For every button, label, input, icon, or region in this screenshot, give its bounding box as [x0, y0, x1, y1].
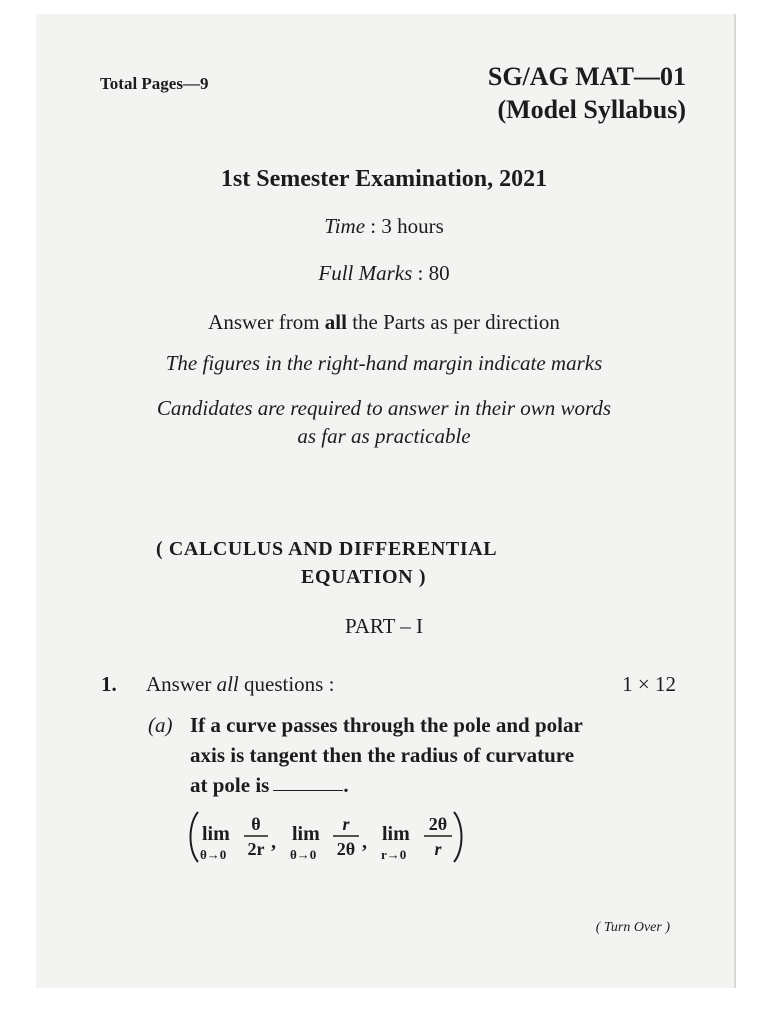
option1-num: θ: [251, 814, 261, 834]
subquestion-label-text: (a): [148, 713, 173, 737]
candidates-note-line2: as far as practicable: [297, 424, 471, 448]
left-paren: [191, 812, 199, 862]
option3-den: r: [434, 839, 442, 859]
option-comma-2: ,: [362, 831, 367, 853]
question-marks: 1 × 12: [622, 672, 676, 696]
candidates-note-line1: Candidates are required to answer in their own words: [156, 396, 612, 420]
option1-den: 2r: [247, 839, 265, 859]
question-text-pre: Answer: [146, 672, 217, 696]
question-text-italic: all: [216, 672, 239, 696]
option3-sub: r→0: [381, 847, 407, 862]
total-pages: Total Pages—9: [100, 74, 209, 93]
option2-lim: lim: [292, 823, 320, 845]
marks-value: : 80: [417, 261, 450, 285]
subject-title-line2: EQUATION ): [301, 566, 427, 588]
exam-title: 1st Semester Examination, 2021: [220, 166, 548, 192]
instruction-bold: all: [324, 310, 347, 334]
option2-sub: θ→0: [290, 847, 317, 862]
time-value: : 3 hours: [370, 214, 444, 238]
question-number: 1.: [101, 672, 117, 696]
subquestion-label: [148, 713, 173, 738]
subquestion-line2: axis is tangent then the radius of curvature: [190, 743, 575, 767]
option3-num: 2θ: [428, 814, 448, 834]
option-comma-1: ,: [271, 831, 276, 853]
page-edge: [734, 14, 736, 988]
instruction-answer: [0, 310, 768, 335]
option1-sub: θ→0: [200, 847, 227, 862]
subquestion-line3-end: .: [343, 773, 349, 797]
turn-over-note: ( Turn Over ): [595, 920, 670, 935]
option2-num: r: [342, 814, 350, 834]
subquestion-line1: If a curve passes through the pole and polar: [190, 713, 583, 737]
full-marks: [0, 261, 768, 286]
answer-options: [186, 808, 466, 866]
answer-blank: [273, 790, 343, 791]
option2-den: 2θ: [336, 839, 356, 859]
option1-lim: lim: [202, 823, 230, 845]
question-instruction: [146, 672, 334, 697]
marks-label: Full Marks: [318, 261, 413, 285]
instruction-post: the Parts as per direction: [346, 310, 560, 334]
option3-lim: lim: [382, 823, 410, 845]
instruction-pre: Answer from: [208, 310, 325, 334]
syllabus-note: (Model Syllabus): [497, 95, 686, 124]
paper-code: SG/AG MAT—01: [487, 62, 686, 91]
time-label: Time: [324, 214, 366, 238]
question-text-post: questions :: [238, 672, 335, 696]
subject-title-line1: ( CALCULUS AND DIFFERENTIAL: [156, 538, 498, 560]
part-heading: PART – I: [344, 614, 424, 638]
subquestion-line3-text: at pole is: [190, 773, 270, 797]
figures-note: The figures in the right-hand margin indicate marks: [165, 351, 603, 375]
subquestion-line3: [190, 773, 349, 798]
right-paren: [454, 812, 462, 862]
exam-time: [0, 214, 768, 239]
